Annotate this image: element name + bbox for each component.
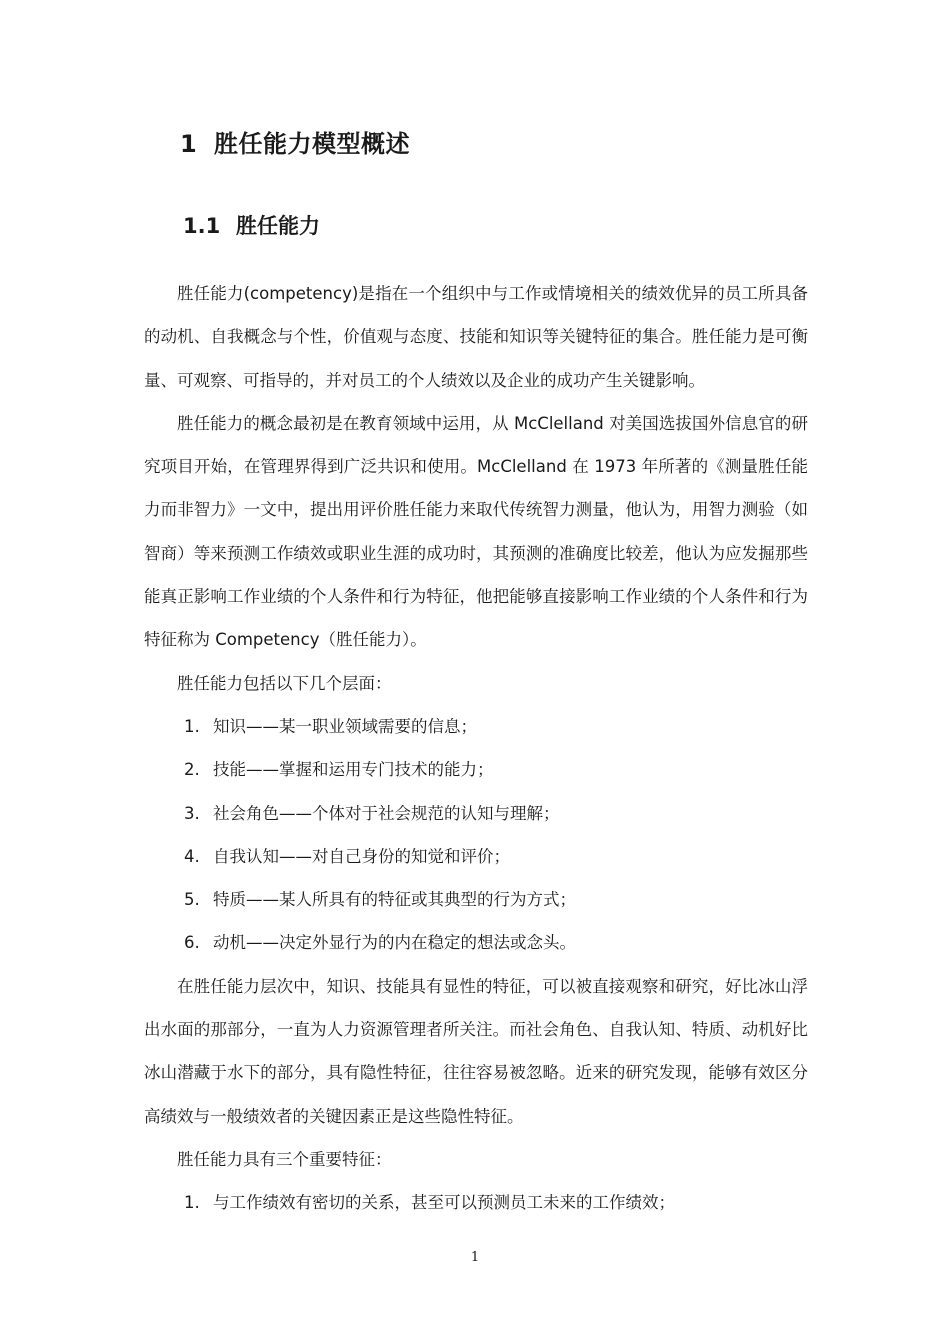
list-item — [144, 792, 808, 835]
paragraph-iceberg: 在胜任能力层次中，知识、技能具有显性的特征，可以被直接观察和研究，好比冰山浮出水面的那部分，一直为人力资源管理者所关注。而社会角色、自我认知、特质、动机好比冰山潜藏于水下的部分，具有隐性特征，往往容易被忽略。近来的研究发现，能够有效区分高绩效与一般绩效者的关键因素正是这些隐性特征。 — [144, 976, 808, 1126]
list-item-number: 2. — [184, 760, 200, 780]
list-item — [144, 878, 808, 921]
list-item — [144, 921, 808, 964]
paragraph-origin: 胜任能力的概念最初是在教育领域中运用，从 McClelland 对美国选拔国外信息官的研究项目开始，在管理界得到广泛共识和使用。McClelland 在 1973 年所著的《测量胜任能力而非智力》一文中，提出用评价胜任能力来取代传统智力测量，他认为，用智力测验（如智商）等来预测工作绩效或职业生涯的成功时，其预测的准确度比较差，他认为应发掘那些能真正影响工作业绩的个人条件和行为特征，他把能够直接影响工作业绩的个人条件和行为特征称为 Competency（胜任能力）。 — [144, 413, 808, 650]
list-item-number: 3. — [184, 803, 200, 823]
list-item — [144, 835, 808, 878]
list-item-text: 动机——决定外显行为的内在稳定的想法或念头。 — [213, 933, 576, 953]
list-item-text: 技能——掌握和运用专门技术的能力； — [213, 760, 494, 780]
paragraph-levels-intro: 胜任能力包括以下几个层面： — [177, 673, 392, 693]
list-item-text: 与工作绩效有密切的关系，甚至可以预测员工未来的工作绩效； — [213, 1193, 675, 1213]
list-item-number: 4. — [184, 846, 200, 866]
section-number: 1 — [180, 130, 198, 158]
levels-list — [144, 705, 808, 965]
features-list — [144, 1181, 808, 1224]
list-item-number: 5. — [184, 890, 200, 910]
page-number: 1 — [470, 1250, 480, 1265]
paragraph-definition: 胜任能力(competency)是指在一个组织中与工作或情境相关的绩效优异的员工所具备的动机、自我概念与个性，价值观与态度、技能和知识等关键特征的集合。胜任能力是可衡量、可观察、可指导的，并对员工的个人绩效以及企业的成功产生关键影响。 — [144, 284, 808, 390]
body-text — [144, 272, 808, 1225]
paragraph-features-intro: 胜任能力具有三个重要特征： — [177, 1149, 392, 1169]
list-item-text: 自我认知——对自己身份的知觉和评价； — [213, 846, 510, 866]
subsection-number: 1.1 — [183, 214, 221, 238]
list-item-number: 1. — [184, 716, 200, 736]
section-heading-1 — [180, 124, 410, 159]
list-item-number: 6. — [184, 933, 200, 953]
list-item — [144, 705, 808, 748]
list-item-number: 1. — [184, 1193, 200, 1213]
list-item — [144, 748, 808, 791]
subsection-heading-1-1 — [183, 210, 320, 240]
list-item-text: 特质——某人所具有的特征或其典型的行为方式； — [213, 890, 576, 910]
list-item-text: 知识——某一职业领域需要的信息； — [213, 716, 477, 736]
list-item — [144, 1181, 808, 1224]
list-item-text: 社会角色——个体对于社会规范的认知与理解； — [213, 803, 560, 823]
section-title: 胜任能力模型概述 — [214, 130, 410, 158]
subsection-title: 胜任能力 — [236, 214, 320, 238]
